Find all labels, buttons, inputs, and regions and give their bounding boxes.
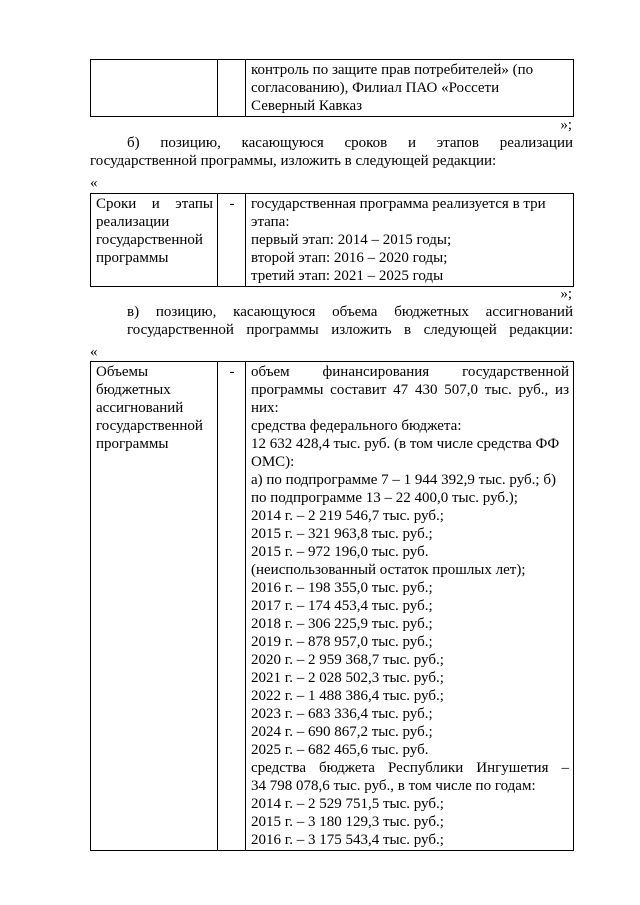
text-line: 2025 г. – 682 465,6 тыс. руб. bbox=[251, 742, 429, 758]
label-line: Объемы bbox=[96, 364, 149, 380]
text-line: средства бюджета Республики Ингушетия – bbox=[251, 760, 569, 776]
label-line: Сроки и этапы bbox=[96, 196, 213, 212]
text-line: 2015 г. – 3 180 129,3 тыс. руб.; bbox=[251, 814, 444, 830]
text-line: третий этап: 2021 – 2025 годы bbox=[251, 268, 444, 284]
label-line: государственной bbox=[96, 418, 203, 434]
text-line: этапа: bbox=[251, 214, 290, 230]
cell-dash: - bbox=[218, 194, 246, 287]
text-line: государственная программа реализуется в три bbox=[251, 196, 546, 212]
para-v-text: в) позицию, касающуюся объема бюджетных ассигнований государственной программы изложить в следующей редакции: bbox=[127, 304, 573, 338]
paragraph-b: б) позицию, касающуюся сроков и этапов реализации государственной программы, изложить в следующей редакции: bbox=[90, 135, 573, 169]
text-line: 2015 г. – 972 196,0 тыс. руб. bbox=[251, 544, 429, 560]
cell-content bbox=[246, 60, 574, 117]
text-line: 34 798 078,6 тыс. руб., в том числе по годам: bbox=[251, 778, 536, 794]
text-line: по подпрограмме 13 – 22 400,0 тыс. руб.); bbox=[251, 490, 518, 506]
text-line: (неиспользованный остаток прошлых лет); bbox=[251, 562, 526, 578]
text-line: 2018 г. – 306 225,9 тыс. руб.; bbox=[251, 616, 433, 632]
text-line: 12 632 428,4 тыс. руб. (в том числе средства ФФ bbox=[251, 436, 560, 452]
text-line: Северный Кавказ bbox=[251, 98, 363, 114]
text-line: согласованию), Филиал ПАО «Россети bbox=[251, 80, 500, 96]
text-line: 2015 г. – 321 963,8 тыс. руб.; bbox=[251, 526, 433, 542]
cell-dash bbox=[218, 60, 246, 117]
table-row bbox=[91, 60, 574, 117]
top-table-fragment bbox=[90, 59, 574, 117]
open-quote: « bbox=[90, 344, 98, 360]
label-line: государственной bbox=[96, 232, 203, 248]
text-line: 2021 г. – 2 028 502,3 тыс. руб.; bbox=[251, 670, 444, 686]
label-line: бюджетных bbox=[96, 382, 171, 398]
open-quote: « bbox=[90, 175, 98, 191]
cell-label bbox=[91, 362, 218, 851]
label-line: реализации bbox=[96, 214, 170, 230]
table-row bbox=[91, 362, 574, 851]
text-line: 2014 г. – 2 529 751,5 тыс. руб.; bbox=[251, 796, 444, 812]
text-line: контроль по защите прав потребителей» (по bbox=[251, 62, 534, 78]
text-line: 2023 г. – 683 336,4 тыс. руб.; bbox=[251, 706, 433, 722]
text-line: 2019 г. – 878 957,0 тыс. руб.; bbox=[251, 634, 433, 650]
budget-table bbox=[90, 361, 574, 851]
label-line: программы bbox=[96, 250, 169, 266]
text-line: 2014 г. – 2 219 546,7 тыс. руб.; bbox=[251, 508, 444, 524]
text-line: ОМС): bbox=[251, 454, 295, 470]
cell-label bbox=[91, 60, 218, 117]
stages-table bbox=[90, 193, 574, 287]
text-line: первый этап: 2014 – 2015 годы; bbox=[251, 232, 452, 248]
text-line: 2017 г. – 174 453,4 тыс. руб.; bbox=[251, 598, 433, 614]
table-row bbox=[91, 194, 574, 287]
label-line: программы bbox=[96, 436, 169, 452]
text-line: них: bbox=[251, 400, 279, 416]
text-line: 2016 г. – 3 175 543,4 тыс. руб.; bbox=[251, 832, 444, 848]
text-line: второй этап: 2016 – 2020 годы; bbox=[251, 250, 448, 266]
close-quote: »; bbox=[560, 117, 572, 133]
text-line: средства федерального бюджета: bbox=[251, 418, 462, 434]
cell-dash: - bbox=[218, 362, 246, 851]
text-line: 2016 г. – 198 355,0 тыс. руб.; bbox=[251, 580, 433, 596]
cell-label bbox=[91, 194, 218, 287]
label-line: ассигнований bbox=[96, 400, 184, 416]
cell-content bbox=[246, 194, 574, 287]
text-line: объем финансирования государственной bbox=[251, 364, 569, 380]
text-line: а) по подпрограмме 7 – 1 944 392,9 тыс. руб.; б) bbox=[251, 472, 556, 488]
text-line: программы составит 47 430 507,0 тыс. руб., из bbox=[251, 382, 569, 398]
text-line: 2022 г. – 1 488 386,4 тыс. руб.; bbox=[251, 688, 444, 704]
paragraph-v bbox=[90, 303, 573, 339]
close-quote: »; bbox=[560, 286, 572, 302]
cell-content bbox=[246, 362, 574, 851]
text-line: 2024 г. – 690 867,2 тыс. руб.; bbox=[251, 724, 433, 740]
text-line: 2020 г. – 2 959 368,7 тыс. руб.; bbox=[251, 652, 444, 668]
